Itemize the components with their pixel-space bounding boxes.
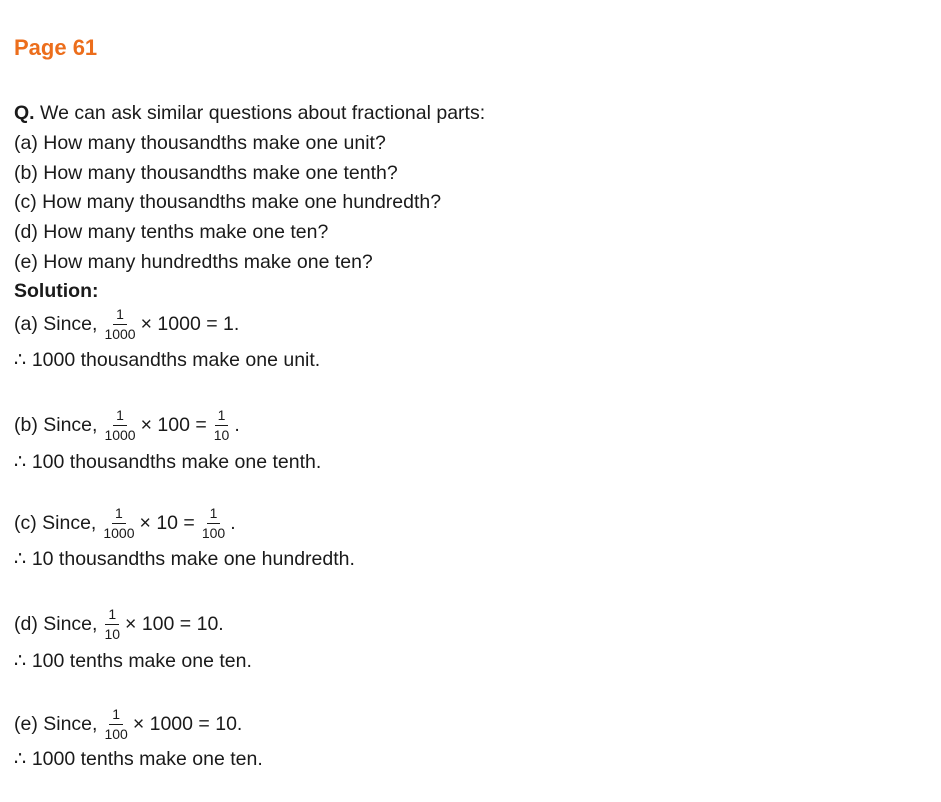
fraction-numerator: 1 <box>105 607 119 625</box>
page-title: Page 61 <box>14 35 98 60</box>
solution-step-e <box>14 703 242 745</box>
conclusion-e: ∴ 1000 tenths make one ten. <box>14 748 263 770</box>
fraction-denominator: 1000 <box>103 524 135 541</box>
fraction <box>101 607 123 642</box>
question-line <box>14 101 485 125</box>
question-text: We can ask similar questions about fractional parts: <box>40 102 486 124</box>
fraction-denominator: 1000 <box>104 426 136 443</box>
solution-step-a <box>14 303 239 345</box>
fraction-numerator: 1 <box>113 408 127 426</box>
question-part-c: (c) How many thousandths make one hundredth? <box>14 191 442 213</box>
fraction <box>211 408 233 443</box>
fraction-numerator: 1 <box>112 506 126 524</box>
solution-step-d <box>14 603 224 645</box>
step-tail: . <box>234 414 240 436</box>
step-expression: × 100 = 10. <box>125 613 224 635</box>
step-lead: (b) Since, <box>14 414 98 436</box>
question-part-a: (a) How many thousandths make one unit? <box>14 132 386 154</box>
fraction <box>199 506 228 541</box>
step-expression: × 100 = <box>140 414 207 436</box>
step-lead: (e) Since, <box>14 713 98 735</box>
conclusion-b: ∴ 100 thousandths make one tenth. <box>14 451 322 473</box>
fraction-numerator: 1 <box>109 707 123 725</box>
step-lead: (a) Since, <box>14 313 98 335</box>
fraction <box>101 707 130 742</box>
fraction-numerator: 1 <box>113 307 127 325</box>
solution-heading: Solution: <box>14 280 99 302</box>
step-tail: . <box>230 512 236 534</box>
fraction-numerator: 1 <box>207 506 221 524</box>
conclusion-a: ∴ 1000 thousandths make one unit. <box>14 349 321 371</box>
fraction <box>101 307 138 342</box>
step-expression: × 1000 = 10. <box>132 713 243 735</box>
fraction-denominator: 10 <box>104 625 121 642</box>
solution-step-c <box>14 502 236 544</box>
fraction-denominator: 100 <box>104 725 128 742</box>
step-expression: × 1000 = 1. <box>140 313 240 335</box>
fraction-denominator: 1000 <box>104 325 136 342</box>
fraction <box>101 408 138 443</box>
fraction-denominator: 10 <box>213 426 230 443</box>
conclusion-d: ∴ 100 tenths make one ten. <box>14 650 252 672</box>
solution-step-b <box>14 404 240 446</box>
question-part-d: (d) How many tenths make one ten? <box>14 221 329 243</box>
step-lead: (c) Since, <box>14 512 97 534</box>
fraction-denominator: 100 <box>201 524 226 541</box>
conclusion-c: ∴ 10 thousandths make one hundredth. <box>14 548 355 570</box>
question-part-e: (e) How many hundredths make one ten? <box>14 251 373 273</box>
step-lead: (d) Since, <box>14 613 98 635</box>
question-part-b: (b) How many thousandths make one tenth? <box>14 162 398 184</box>
step-expression: × 10 = <box>139 512 195 534</box>
question-prefix: Q. <box>14 102 35 124</box>
fraction <box>100 506 137 541</box>
fraction-numerator: 1 <box>215 408 229 426</box>
